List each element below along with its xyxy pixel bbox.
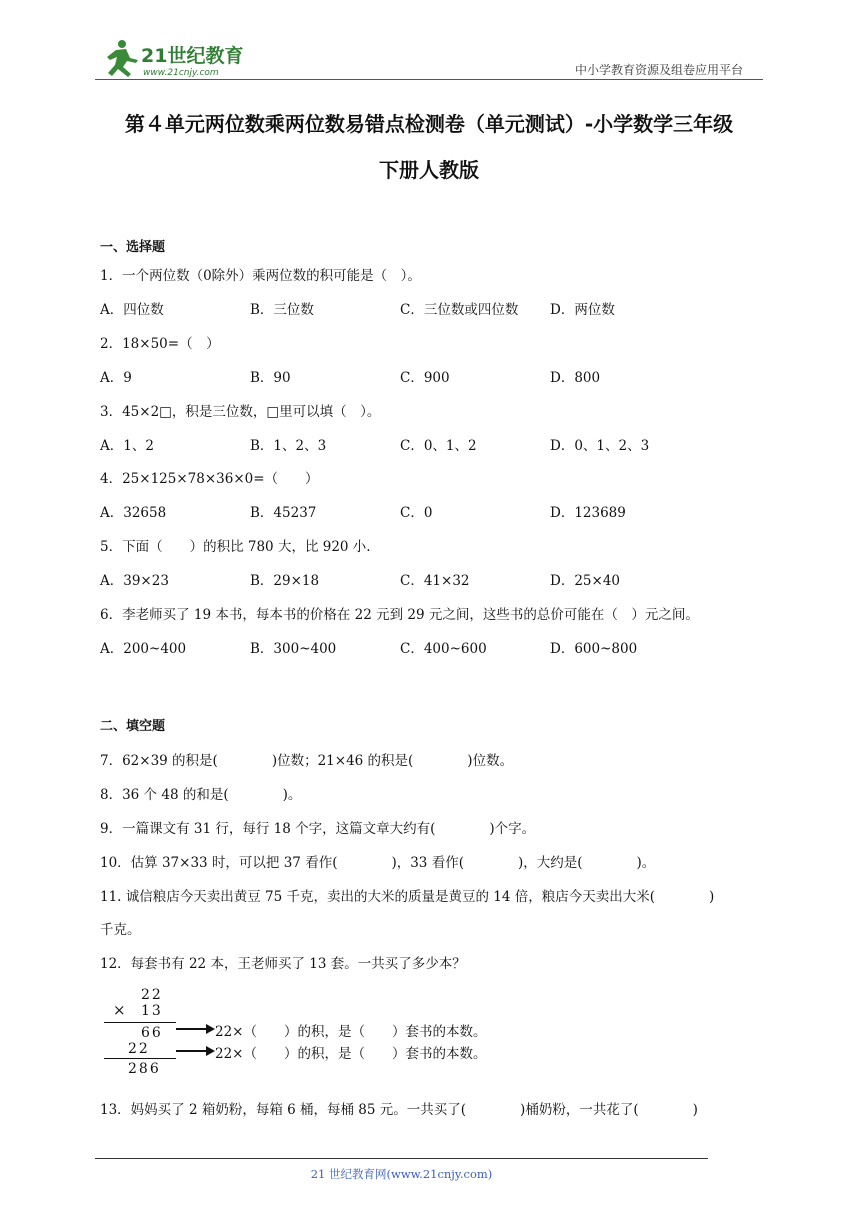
- q6-option-b: B．300~400: [250, 641, 337, 657]
- explanation-2: 22×（ ）的积，是（ ）套书的本数。: [215, 1046, 487, 1062]
- section-fill-heading: 二、填空题: [100, 719, 166, 734]
- arrow-right-icon: [176, 1023, 216, 1035]
- question-3: 3．45×2□，积是三位数，□里可以填（ ）。: [100, 404, 381, 420]
- q1-option-a: A．四位数: [100, 302, 164, 318]
- question-8: 8．36 个 48 的和是( )。: [100, 787, 302, 803]
- q1-option-c: C．三位数或四位数: [400, 302, 519, 318]
- question-5: 5．下面（ ）的积比 780 大，比 920 小.: [100, 539, 371, 555]
- question-6: 6．李老师买了 19 本书，每本书的价格在 22 元到 29 元之间，这些书的总价可能在（ ）元之间。: [100, 607, 699, 623]
- q3-option-c: C．0、1、2: [400, 438, 477, 454]
- question-7: 7．62×39 的积是( )位数；21×46 的积是( )位数。: [100, 753, 514, 769]
- q2-option-a: A．9: [100, 370, 132, 386]
- q6-option-a: A．200~400: [100, 641, 187, 657]
- question-9: 9．一篇课文有 31 行，每行 18 个字，这篇文章大约有( )个字。: [100, 821, 536, 837]
- q4-option-b: B．45237: [250, 505, 317, 521]
- logo-url: www.21cnjy.com: [143, 68, 219, 78]
- question-1: 1．一个两位数（0除外）乘两位数的积可能是（ ）。: [100, 268, 421, 284]
- question-11: 11. 诚信粮店今天卖出黄豆 75 千克，卖出的大米的质量是黄豆的 14 倍，粮店今天卖出大米( ): [100, 889, 715, 905]
- question-10: 10．估算 37×33 时，可以把 37 看作( )，33 看作( )，大约是( )。: [100, 855, 656, 871]
- header-platform-text: 中小学教育资源及组卷应用平台: [575, 63, 744, 77]
- q3-option-d: D．0、1、2、3: [550, 438, 650, 454]
- calc-line-1: [104, 1022, 176, 1023]
- q2-option-c: C．900: [400, 370, 450, 386]
- q5-option-a: A．39×23: [100, 573, 169, 589]
- section-choice-heading: 一、选择题: [100, 240, 166, 255]
- q3-option-b: B．1、2、3: [250, 438, 327, 454]
- partial-product-1: 66: [141, 1025, 163, 1041]
- q6-option-d: D．600~800: [550, 641, 638, 657]
- q1-option-d: D．两位数: [550, 302, 615, 318]
- question-13: 13．妈妈买了 2 箱奶粉，每箱 6 桶，每桶 85 元。一共买了( )桶奶粉，一共花了( ): [100, 1102, 698, 1118]
- q2-option-d: D．800: [550, 370, 601, 386]
- page-title-line2: 下册人教版: [379, 158, 479, 182]
- partial-product-2: 22: [128, 1041, 150, 1057]
- q4-option-a: A．32658: [100, 505, 167, 521]
- q1-option-b: B．三位数: [250, 302, 314, 318]
- footer-divider: [95, 1158, 708, 1159]
- q4-option-c: C．0: [400, 505, 433, 521]
- q3-option-a: A．1、2: [100, 438, 154, 454]
- svg-text:21世纪教育: 21世纪教育: [141, 45, 244, 67]
- multiplier: 13: [141, 1003, 163, 1019]
- multiplicand: 22: [141, 987, 163, 1003]
- q4-option-d: D．123689: [550, 505, 626, 521]
- question-12: 12．每套书有 22 本，王老师买了 13 套。一共买了多少本？: [100, 956, 466, 972]
- page-title-line1: 第４单元两位数乘两位数易错点检测卷（单元测试）-小学数学三年级: [124, 112, 734, 136]
- q2-option-b: B．90: [250, 370, 291, 386]
- product-result: 286: [128, 1061, 161, 1077]
- question-11-continued: 千克。: [100, 922, 141, 938]
- q5-option-b: B．29×18: [250, 573, 320, 589]
- multiply-sign: ×: [113, 1001, 126, 1019]
- vertical-multiplication: [100, 985, 520, 1080]
- site-logo: [96, 36, 266, 80]
- q5-option-c: C．41×32: [400, 573, 470, 589]
- footer-link[interactable]: 21 世纪教育网(www.21cnjy.com): [310, 1167, 493, 1181]
- explanation-1: 22×（ ）的积，是（ ）套书的本数。: [215, 1024, 487, 1040]
- arrow-right-icon: [176, 1045, 216, 1057]
- question-2: 2．18×50=（ ）: [100, 336, 220, 352]
- header-divider: [95, 79, 763, 80]
- q5-option-d: D．25×40: [550, 573, 620, 589]
- question-4: 4．25×125×78×36×0=（ ）: [100, 471, 319, 487]
- calc-line-2: [104, 1058, 176, 1059]
- q6-option-c: C．400~600: [400, 641, 487, 657]
